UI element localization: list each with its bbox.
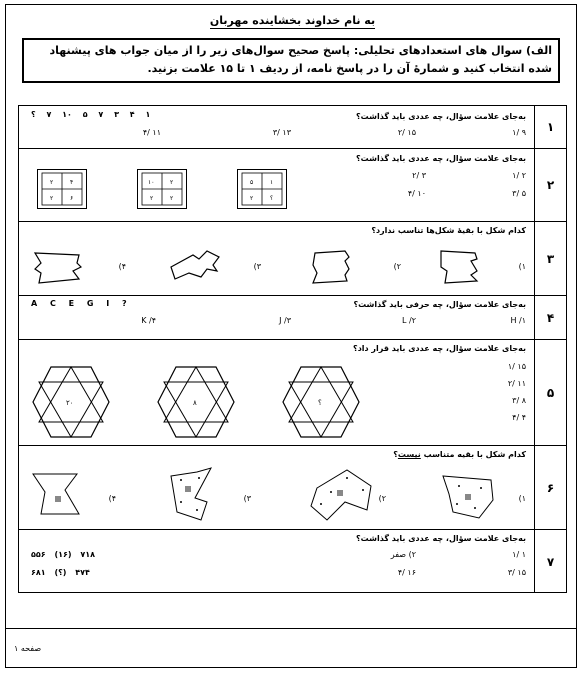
polygon-option-3 <box>167 468 227 524</box>
grid-cell: ۲ <box>50 195 54 202</box>
question-number: ۷ <box>534 530 566 593</box>
option-3[interactable]: ۳) <box>253 262 261 271</box>
question-row-1 <box>19 106 566 149</box>
option-1[interactable]: ۲ /۱ <box>512 171 526 180</box>
title-text: به نام خداوند بخشاینده مهربان <box>209 14 376 27</box>
number-pattern-line-1: ۷۱۸ (۱۶) ۵۵۶ <box>31 550 95 559</box>
option-4[interactable]: ۱۰ /۴ <box>407 189 426 198</box>
grid-cell: ۲ <box>50 179 54 186</box>
option-4[interactable]: ۴) <box>118 262 126 271</box>
question-row-3 <box>19 222 566 296</box>
grid-cell: ۲ <box>170 179 174 186</box>
option-1[interactable]: H /۱ <box>510 316 526 325</box>
grid-cell: ۲ <box>170 195 174 202</box>
star-hexagon-3 <box>31 362 111 442</box>
option-2[interactable]: ۲) صفر <box>390 550 416 559</box>
option-4[interactable]: ۱۶ /۴ <box>397 568 416 577</box>
option-4[interactable]: ۴) <box>108 494 116 503</box>
grid-cell: ۵ <box>250 179 254 186</box>
option-3[interactable]: ۱۵ /۳ <box>507 568 526 577</box>
question-number: ۱ <box>534 106 566 148</box>
option-2[interactable]: ۲) <box>378 494 386 503</box>
grid-cell: ۲ <box>250 195 254 202</box>
option-2[interactable]: ۱۱ /۲ <box>507 379 526 388</box>
question-text: به‌جای علامت سؤال، چه حرفی باید گذاشت؟ <box>353 300 526 309</box>
polygon-option-1 <box>439 472 499 522</box>
option-2[interactable]: ۱۵ /۲ <box>397 128 416 137</box>
option-2[interactable]: ۲) <box>393 262 401 271</box>
shape-option-3 <box>167 247 227 287</box>
question-text-underlined: نیست <box>397 450 421 459</box>
option-3[interactable]: ۱۳ /۳ <box>272 128 291 137</box>
grid-cell: ۶ <box>70 195 74 202</box>
question-text: به‌جای علامت سؤال، چه عددی باید گذاشت؟ <box>356 534 526 543</box>
letter-sequence: A C E G I ? <box>31 299 128 308</box>
grid-cell: ۱ <box>270 179 274 186</box>
option-2[interactable]: ۳ /۲ <box>412 171 426 180</box>
center-value: ؟ <box>318 399 322 407</box>
shape-option-1 <box>437 247 487 287</box>
question-row-7 <box>19 530 566 593</box>
question-text <box>393 450 526 459</box>
option-3[interactable]: ۳) <box>243 494 251 503</box>
polygon-option-4 <box>29 470 89 520</box>
option-1[interactable]: ۱) <box>518 262 526 271</box>
instructions-lead: الف) سوال های استعدادهای تحلیلی: <box>353 44 552 57</box>
question-number: ۵ <box>534 340 566 445</box>
grid-cell: ۱۰ <box>148 179 155 186</box>
number-grid-2 <box>137 169 187 209</box>
option-4[interactable]: ۴ /۴ <box>512 413 526 422</box>
option-1[interactable]: ۹ /۱ <box>512 128 526 137</box>
question-number: ۲ <box>534 149 566 221</box>
question-text-part: کدام شکل با بقیه متناسب <box>420 450 526 459</box>
question-text: به‌جای علامت سؤال، چه عددی باید گذاشت؟ <box>356 154 526 163</box>
center-value: ۲۰ <box>66 399 74 407</box>
instructions-box <box>22 38 560 83</box>
option-3[interactable]: ۵ /۳ <box>512 189 526 198</box>
star-hexagon-1 <box>281 362 361 442</box>
shape-option-2 <box>309 247 359 287</box>
grid-cell: ؟ <box>270 195 274 202</box>
option-1[interactable]: ۱) <box>518 494 526 503</box>
option-3[interactable]: J /۳ <box>279 316 291 325</box>
question-row-2 <box>19 149 566 222</box>
question-number: ۶ <box>534 446 566 529</box>
question-text: به‌جای علامت سؤال، چه عددی باید قرار داد؟ <box>353 344 526 353</box>
question-text: کدام شکل با بقیهٔ شکل‌ها تناسب ندارد؟ <box>371 226 526 235</box>
number-grid-1 <box>237 169 287 209</box>
question-text: به‌جای علامت سؤال، چه عددی باید گذاشت؟ <box>356 112 526 121</box>
option-4[interactable]: K /۴ <box>141 316 156 325</box>
grid-cell: ۲ <box>150 195 154 202</box>
question-number: ۴ <box>534 296 566 339</box>
number-pattern-line-2: ۴۷۴ (؟) ۶۸۱ <box>31 568 90 577</box>
question-text-part: ؟ <box>393 450 398 459</box>
questions-table <box>18 105 567 593</box>
polygon-option-2 <box>307 466 377 526</box>
question-row-6 <box>19 446 566 530</box>
footer-divider <box>5 628 577 629</box>
page-title <box>0 14 585 27</box>
number-sequence: ۱ ۴ ۳ ۷ ۵ ۱۰ ۷ ؟ <box>31 110 151 119</box>
option-1[interactable]: ۱ /۱ <box>512 550 526 559</box>
star-hexagon-2 <box>156 362 236 442</box>
option-3[interactable]: ۸ /۳ <box>512 396 526 405</box>
question-number: ۳ <box>534 222 566 295</box>
option-4[interactable]: ۱۱ /۴ <box>142 128 161 137</box>
number-grid-3 <box>37 169 87 209</box>
option-2[interactable]: L /۲ <box>402 316 416 325</box>
option-1[interactable]: ۱۵ /۱ <box>507 362 526 371</box>
center-value: ۸ <box>193 399 197 407</box>
question-row-5 <box>19 340 566 446</box>
shape-option-4 <box>29 247 89 287</box>
question-row-4 <box>19 296 566 340</box>
grid-cell: ۴ <box>70 179 74 186</box>
instructions-text: پاسخ صحیح سوال‌های زیر را از میان جواب های پیشنهاد شده انتخاب کنید و شمارهٔ آن را در پاسخ نامه، از ردیف ۱ تا ۱۵ علامت بزنید. <box>49 44 552 75</box>
page-number: صفحه ۱ <box>14 644 42 653</box>
